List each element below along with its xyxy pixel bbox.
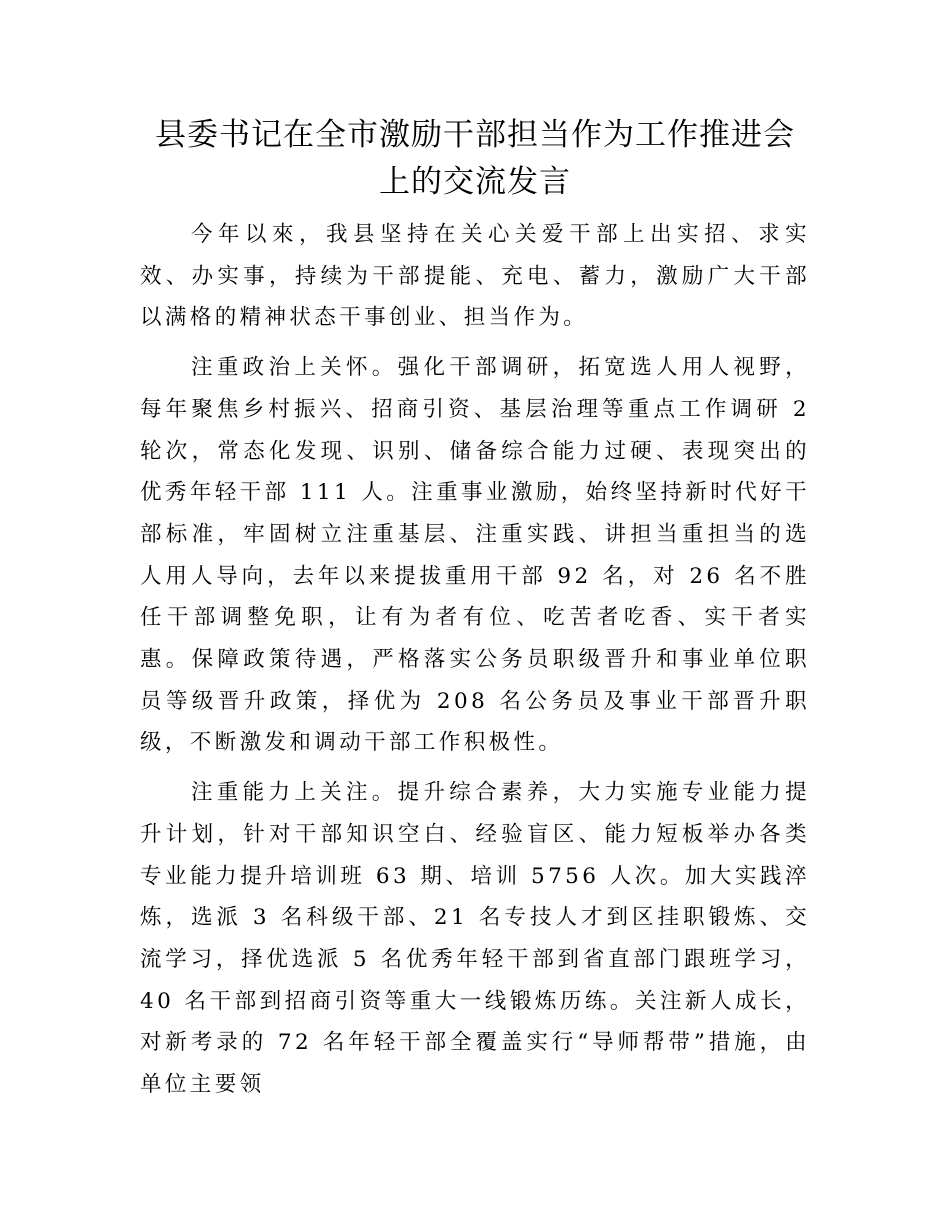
paragraph-intro: 今年以來，我县坚持在关心关爱干部上出实招、求实效、办实事，持续为干部提能、充电、蓄力，激励广大干部以满格的精神状态干事创业、担当作为。 — [140, 222, 810, 331]
paragraph-ability-focus: 注重能力上关注。提升综合素养，大力实施专业能力提升计划，针对干部知识空白、经验盲区、能力短板举办各类专业能力提升培训班 63 期、培训 5756 人次。加大实践淬炼，选派 3 名科级干部、21 名专技人才到区挂职锻炼、交流学习，择优选派 5 名优秀年轻干部到省直部门跟班学习，40 名干部到招商引资等重大一线锻炼历练。关注新人成长，对新考录的 72 名年轻干部全覆盖实行“导师帮带”措施，由单位主要领 — [140, 780, 810, 1098]
paragraph-political-care: 注重政治上关怀。强化干部调研，拓宽选人用人视野，每年聚焦乡村振兴、招商引资、基层治理等重点工作调研 2 轮次，常态化发现、识别、储备综合能力过硬、表现突出的优秀年轻干部 111 人。注重事业激励，始终坚持新时代好干部标准，牢固树立注重基层、注重实践、讲担当重担当的选人用人导向，去年以来提拔重用干部 92 名，对 26 名不胜任干部调整免职，让有为者有位、吃苦者吃香、实干者实惠。保障政策待遇，严格落实公务员职级晋升和事业单位职员等级晋升政策，择优为 208 名公务员及事业干部晋升职级，不断激发和调动干部工作积极性。 — [140, 355, 810, 756]
document-body — [140, 214, 810, 1106]
document-title: 县委书记在全市激励干部担当作为工作推进会上的交流发言 — [155, 117, 795, 200]
